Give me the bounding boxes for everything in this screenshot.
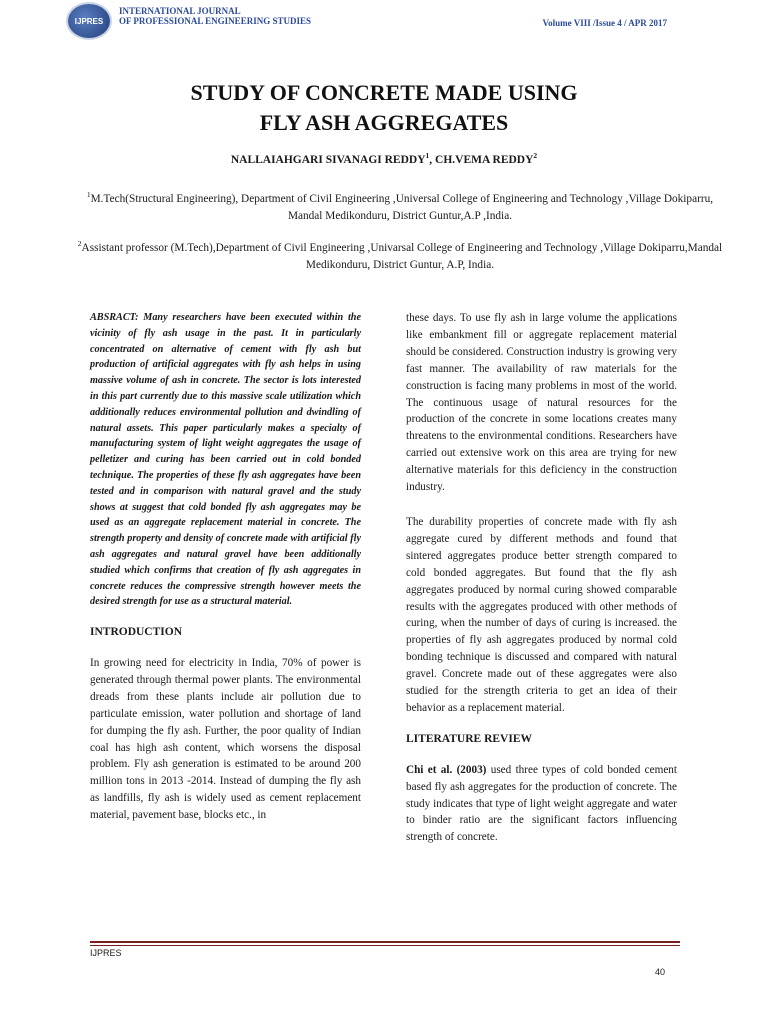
left-column xyxy=(90,310,361,824)
journal-name-line1: INTERNATIONAL JOURNAL xyxy=(119,6,241,16)
paper-title xyxy=(0,78,768,138)
title-line1: STUDY OF CONCRETE MADE USING xyxy=(190,80,578,105)
volume-issue: Volume VIII /Issue 4 / APR 2017 xyxy=(542,18,667,28)
logo-text: IJPRES xyxy=(74,16,104,26)
footer-rule-thick xyxy=(90,941,680,943)
page-number: 40 xyxy=(655,967,666,977)
journal-logo xyxy=(68,4,110,38)
author-1: NALLAIAHGARI SIVANAGI REDDY xyxy=(230,153,426,166)
abstract: ABSRACT: Many researchers have been executed within the vicinity of fly ash usage in the past. It in particularly concentrated on alternative of cement with fly ash but production of artificial aggregates with fly ash helps in using massive volume of ash in concrete. The sector is lots interested in this part currently due to this massive scale utilization which additionally reduces environmental pollution and dwindling of natural assets. This paper particularly makes a specialty of manufacturing system of light weight aggregates the usage of pelletizer and curing has been carried out in cold bonded technique. The properties of these fly ash aggregates have been tested and in comparison with natural gravel and the study shows at suggest that cold bonded fly ash aggregates may be used as an aggregate replacement material in concrete. The strength property and density of concrete made with artificial fly ash aggregates and natural gravel have been additionally studied which confirms that creation of fly ash aggregates in concrete reduces the compressive strength however meets the desired strength for use as a structural material. xyxy=(90,312,361,608)
journal-name xyxy=(119,6,311,26)
footer-journal: IJPRES xyxy=(90,948,122,958)
journal-name-line2: OF PROFESSIONAL ENGINEERING STUDIES xyxy=(119,16,311,26)
introduction-paragraph-1: In growing need for electricity in India, 70% of power is generated through thermal power plants. The environmental dreads from these plants include air pollution due to particulate emission, water pollution and shortage of land for dumping the fly ash. Further, the poor quality of Indian coal has high ash content, which worsens the disposal problem. Fly ash generation is estimated to be around 200 million tons in 2013 -2014. Instead of dumping the fly ash as landfills, fly ash is widely used as cement replacement material, pavement base, blocks etc., in xyxy=(90,657,361,822)
right-column xyxy=(406,310,677,846)
affiliation-1-sup: 1 xyxy=(86,190,91,199)
introduction-paragraph-1-continued: these days. To use fly ash in large volume the applications like embankment fill or aggregate replacement material should be considered. Construction industry is growing very fast manner. The availability of raw materials for the construction is facing many problems in most of the world. The continuous usage of natural resources for the production of the concrete in some locations creates many threatens to the environmental conditions. Researchers have carried out extensive work on this area are trying for new alternative materials for this deficiency in the construction industry. xyxy=(406,312,677,494)
author-separator: , xyxy=(429,153,436,166)
affiliation-2-sup: 2 xyxy=(77,239,82,248)
literature-review-paragraph xyxy=(406,762,677,847)
author-2: CH.VEMA REDDY xyxy=(435,153,534,166)
affiliation-1-text: M.Tech(Structural Engineering), Department of Civil Engineering ,Universal College of Engineering and Technology ,Village Dokiparru, Mandal Medikonduru, District Guntur,A.P ,India. xyxy=(90,192,714,222)
citation-chi-2003: Chi et al. (2003) xyxy=(406,763,487,776)
introduction-heading: INTRODUCTION xyxy=(90,626,183,639)
introduction-paragraph-2: The durability properties of concrete made with fly ash aggregate cured by different methods and found that sintered aggregates produce better strength compared to cold bonded aggregates. But found that the fly ash aggregates produced by normal curing showed comparable results with the aggregates produced with other methods of curing, when the number of days of curing is increased. the properties of fly ash aggregates produced by normal cold bonding technique is discussed and compared with natural gravel. Concrete made out of these aggregates were also studied for the strength criteria to get an idea of their behavior as a replacement material. xyxy=(406,515,677,714)
author-line xyxy=(0,151,768,166)
author-2-sup: 2 xyxy=(533,151,538,160)
title-line2: FLY ASH AGGREGATES xyxy=(259,110,509,135)
affiliation-2-text: Assistant professor (M.Tech),Department of Civil Engineering ,Univarsal College of Engineering and Technology ,Village Dokiparru,Mandal Medikonduru, District Guntur, A.P, India. xyxy=(81,241,723,271)
literature-review-text: used three types of cold bonded cement based fly ash aggregates for the production of concrete. The study indicates that type of light weight aggregate and water to binder ratio are the significant factors influencing strength of concrete. xyxy=(406,763,677,844)
author-1-sup: 1 xyxy=(425,151,430,160)
footer-rule-thin xyxy=(90,945,680,946)
affiliation-1 xyxy=(70,186,730,225)
affiliation-2 xyxy=(70,235,730,274)
literature-review-heading: LITERATURE REVIEW xyxy=(406,732,532,745)
